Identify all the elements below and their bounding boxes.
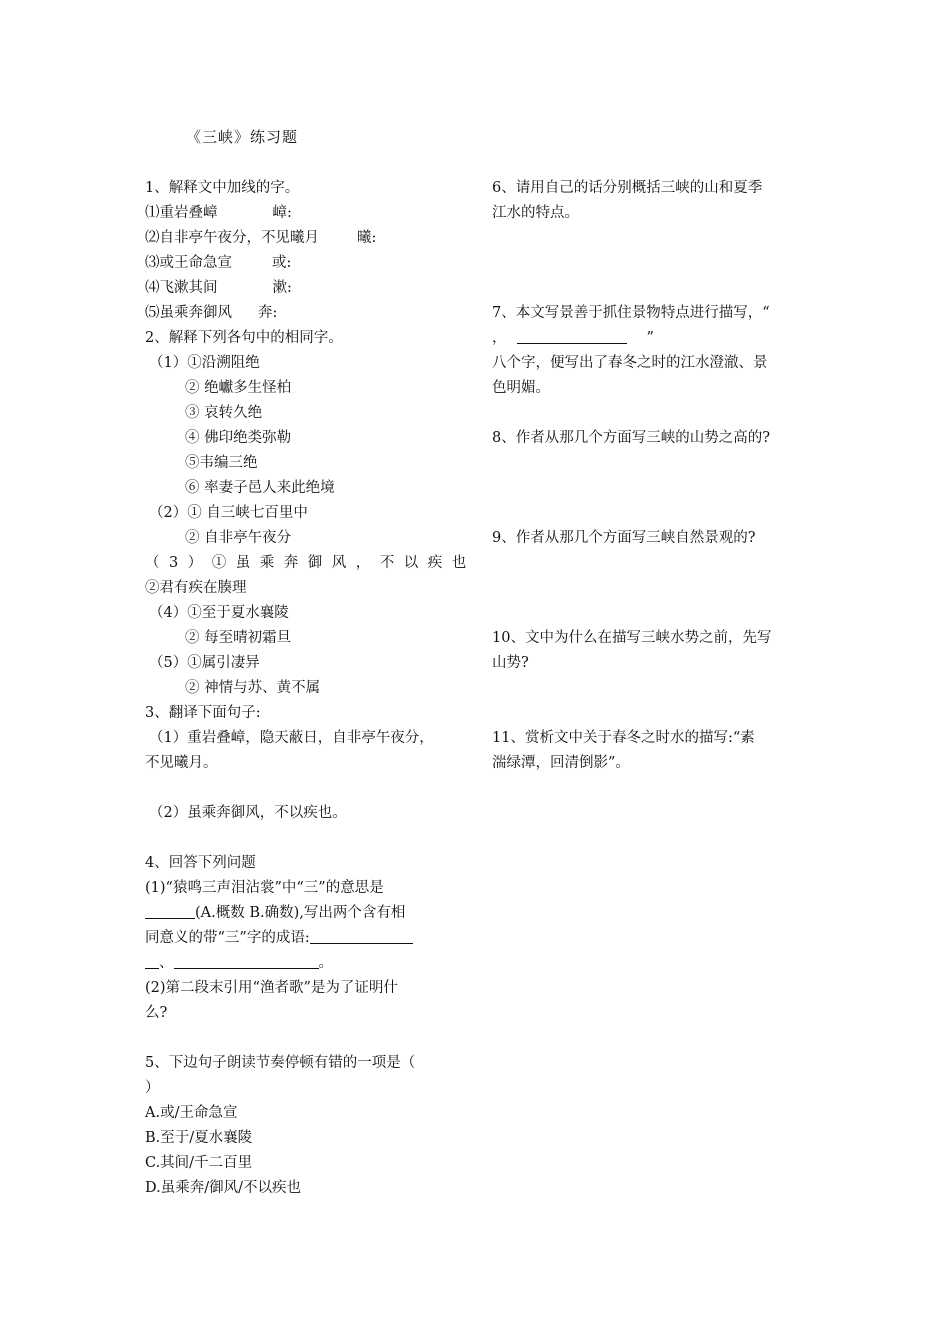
q2-group1-line: ③ 哀转久绝 [185,405,263,421]
left-column [145,176,476,1201]
q2-group3-line: ②君有疾在腠理 [145,580,247,596]
page-title: 《三峡》练习题 [186,128,299,146]
answer-blank[interactable] [310,927,413,944]
q2-group1-line: ⑤韦编三绝 [185,455,258,471]
q2-group1-line: ② 绝巘多生怪柏 [185,380,292,396]
q5-option-a: A.或/王命急宣 [145,1105,238,1121]
q4-part-1: (1)“猿鸣三声泪沾裳”中“三”的意思是 [145,880,384,896]
q1-item-4: ⑷飞漱其间 漱: [145,280,292,296]
question-11-cont: 湍绿潭，回清倒影”。 [492,755,630,771]
q2-group2-line: ② 自非亭午夜分 [185,530,292,546]
q5-option-b: B.至于/夏水襄陵 [145,1130,253,1146]
q3-sentence-1: （1）重岩叠嶂，隐天蔽日，自非亭午夜分， [149,730,434,746]
question-8: 8、作者从那几个方面写三峡的山势之高的? [492,430,770,446]
question-1-heading: 1、解释文中加线的字。 [145,180,300,196]
q2-group1-line: （1）①沿溯阻绝 [149,355,260,371]
question-4-heading: 4、回答下列问题 [145,855,256,871]
q5-option-d: D.虽乘奔/御风/不以疾也 [145,1180,301,1196]
q2-group1-line: ⑥ 率妻子邑人来此绝境 [185,480,335,496]
q4-part-2: (2)第二段末引用“渔者歌”是为了证明什 [145,980,398,996]
q4-part-2-cont: 么? [145,1005,168,1021]
question-10-cont: 山势? [492,655,529,671]
answer-blank[interactable] [174,952,319,969]
q2-group5-line: （5）①属引凄异 [149,655,260,671]
q1-item-3: ⑶或王命急宣 或: [145,255,292,271]
q1-item-2: ⑵自非亭午夜分，不见曦月 曦: [145,230,377,246]
question-7: 7、本文写景善于抓住景物特点进行描写，“ [492,305,770,321]
q4-part-1-cont: 、 。 [145,951,460,976]
q2-group1-line: ④ 佛印绝类弥勒 [185,430,292,446]
question-6-cont: 江水的特点。 [492,205,579,221]
question-7-cont: 八个字，便写出了春冬之时的江水澄澈、景 [492,355,768,371]
question-2-heading: 2、解释下列各句中的相同字。 [145,330,343,346]
question-5-heading: 5、下边句子朗读节奏停顿有错的一项是（ [145,1055,416,1071]
q1-item-5: ⑸虽乘奔御风 奔: [145,305,278,321]
right-column [492,176,817,776]
question-3-heading: 3、翻译下面句子: [145,705,261,721]
q3-sentence-2: （2）虽乘奔御风，不以疾也。 [149,805,347,821]
q3-sentence-1-cont: 不见曦月。 [145,755,218,771]
answer-blank[interactable] [517,327,627,344]
question-11: 11、赏析文中关于春冬之时水的描写:“素 [492,730,755,746]
answer-blank[interactable] [145,902,195,919]
q2-group4-line: ② 每至晴初霜旦 [185,630,292,646]
question-5-heading-cont: ） [145,1080,160,1096]
question-6: 6、请用自己的话分别概括三峡的山和夏季 [492,180,763,196]
question-7-blank-line: ， ” [492,326,817,351]
q4-part-1-cont: 同意义的带“三”字的成语: [145,926,460,951]
q5-option-c: C.其间/千二百里 [145,1155,253,1171]
q2-group5-line: ② 神情与苏、黄不属 [185,680,321,696]
question-9: 9、作者从那几个方面写三峡自然景观的? [492,530,756,546]
answer-blank[interactable] [145,952,159,969]
q1-item-1: ⑴重岩叠嶂 嶂: [145,205,292,221]
q2-group4-line: （4）①至于夏水襄陵 [149,605,289,621]
question-7-cont: 色明媚。 [492,380,550,396]
question-10: 10、文中为什么在描写三峡水势之前，先写 [492,630,772,646]
q4-part-1-cont: (A.概数 B.确数),写出两个含有相 [145,901,460,926]
q2-group2-line: （2）① 自三峡七百里中 [149,505,308,521]
q2-group3-line: （3）①虽乘奔御风，不以疾也 [145,555,476,571]
